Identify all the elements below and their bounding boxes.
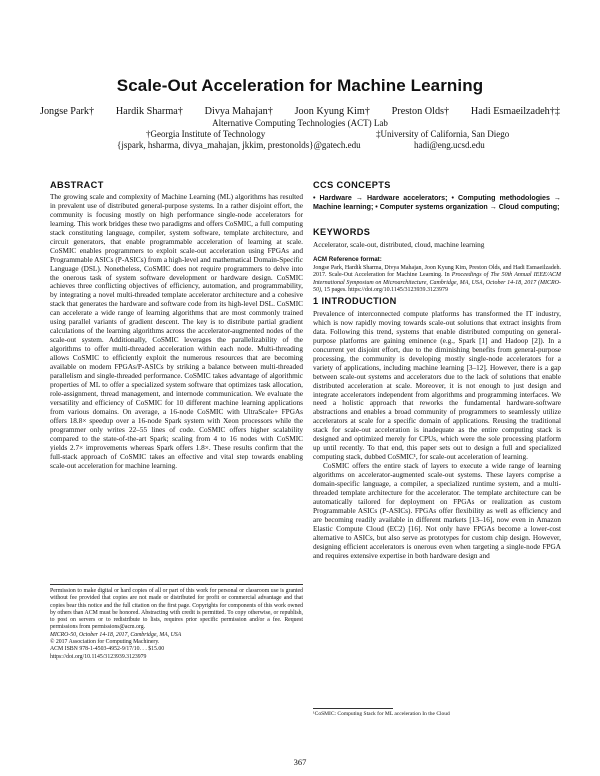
acm-reference-section (313, 256, 561, 295)
affiliation-ucsd: ‡University of California, San Diego (376, 129, 510, 139)
abstract-heading: ABSTRACT (50, 180, 104, 190)
page-number: 367 (293, 757, 307, 767)
introduction-heading: 1 INTRODUCTION (313, 296, 397, 306)
acm-reference-proceedings: Proceedings of The 50th Annual IEEE/ACM International Symposium on Microarchitecture, Cambridge, MA, USA, October 14-18, 2017 (MICRO-50), (313, 272, 562, 294)
email-ucsd: hadi@eng.ucsd.edu (414, 140, 485, 150)
keywords-section (313, 228, 561, 250)
acm-reference-doi-link[interactable]: https://doi.org/10.1145/3123939.3123979 (348, 287, 449, 294)
copyright-line: © 2017 Association for Computing Machinery. (50, 639, 160, 646)
footnote-divider (313, 708, 393, 709)
lab-name: Alternative Computing Technologies (ACT) Lab (212, 118, 388, 128)
abstract-text: The growing scale and complexity of Machine Learning (ML) algorithms has resulted in prevalent use of distributed general-purpose systems. In a rather disjoint effort, the community is focusing mostly on high performance single-node accelerators for learning. This work bridges these two paradigms and offers CoSMIC, a full computing stack constituting language, compiler, system software, template architecture, and circuit generators, that enable programmable acceleration of learning at scale. CoSMIC enables programmers to exploit scale-out acceleration using FPGAs and Programmable ASICs (P-ASICs) from a high-level and mathematical Domain-Specific Language (DSL). Nonetheless, CoSMIC does not require programmers to delve into the onerous task of system software development or hardware design. CoSMIC achieves three conflicting objectives of efficiency, automation, and programmability, by integrating a novel multi-threaded template accelerator architecture and a cohesive stack that generates the hardware and software code from its high-level DSL. CoSMIC can accelerate a wide range of learning algorithms that are most commonly trained using parallel variants of gradient descent. The key is to distribute partial gradient calculations of the learning algorithms across the accelerator-augmented nodes of the scale-out system. Additionally, CoSMIC leverages the parallelizability of the algorithms to offer multi-threaded acceleration within each node. Multi-threading allows CoSMIC to efficiently exploit the numerous resources that are becoming available on modern FPGAs/P-ASICs by striking a balance between multi-threaded parallelism and single-threaded performance. CoSMIC takes advantage of algorithmic properties of ML to offer a specialized system software that optimizes task allocation, role-assignment, thread management, and internode communication. We evaluate the versatility and efficiency of CoSMIC for 10 different machine learning applications from various domains. On average, a 16-node CoSMIC with UltraScale+ FPGAs offers 18.8× speedup over a 16-node Spark system with Xeon processors while the programmer only writes 22–55 lines of code. CoSMIC offers higher scalability compared to the state-of-the-art Spark; scaling from 4 to 16 nodes with CoSMIC yields 2.7× improvements whereas Spark offers 1.8×. These results confirm that the full-stack approach of CoSMIC takes an effective and vital step towards enabling scale-out acceleration for machine learning. (50, 192, 303, 470)
author-5: Preston Olds† (391, 106, 450, 117)
doi-line: https://doi.org/10.1145/3123939.3123979 (50, 653, 147, 660)
author-1: Jongse Park† (40, 106, 95, 117)
paper-title: Scale-Out Acceleration for Machine Learning (116, 76, 484, 95)
introduction-section (313, 297, 561, 561)
abstract-section (50, 181, 303, 471)
author-3: Divya Mahajan† (204, 106, 273, 117)
affiliation-georgia-tech: †Georgia Institute of Technology (146, 129, 266, 139)
author-4: Joon Kyung Kim† (294, 106, 370, 117)
footnote: ¹CoSMIC: Computing Stack for ML acceleration In the Cloud (313, 711, 450, 717)
venue-line: MICRO-50, October 14-18, 2017, Cambridge, MA, USA (50, 631, 182, 638)
author-6: Hadi Esmaeilzadeh†‡ (470, 106, 560, 117)
permission-divider (50, 584, 303, 585)
author-list (40, 106, 560, 117)
isbn-line: ACM ISBN 978-1-4503-4952-9/17/10. . . $15.00 (50, 646, 165, 653)
ccs-section (313, 181, 561, 212)
keywords-text: Accelerator, scale-out, distributed, cloud, machine learning (313, 240, 485, 249)
keywords-heading: KEYWORDS (313, 227, 371, 237)
email-gatech: {jspark, hsharma, divya_mahajan, jkkim, prestonolds}@gatech.edu (117, 140, 361, 150)
author-2: Hardik Sharma† (115, 106, 183, 117)
acm-reference-pages: 15 pages. (324, 287, 347, 294)
ccs-text: • Hardware → Hardware accelerators; • Computing methodologies → Machine learning; • Computer systems organization → Cloud computing; (313, 193, 561, 211)
permission-block (50, 588, 303, 661)
permission-text: Permission to make digital or hard copies of all or part of this work for personal or classroom use is granted without fee provided that copies are not made or distributed for profit or commercial advantage and that copies bear this notice and the full citation on the first page. Copyrights for components of this work owned by others than ACM must be honored. Abstracting with credit is permitted. To copy otherwise, or republish, to post on servers or to redistribute to lists, requires prior specific permission and/or a fee. Request permissions from permissions@acm.org. (50, 588, 303, 631)
introduction-paragraph-1: Prevalence of interconnected compute platforms has transformed the IT industry, which is now rapidly moving towards scale-out solutions that extract insights from data. Following this trend, systems that enable distributed computing on general-purpose platforms are gaining eminence (e.g., Spark [1] and Hadoop [2]). In a concurrent yet disjoint effort, due to the diminishing benefits from general-purpose processing, the community is developing mostly single-node accelerators for a variety of applications, including machine learning [3–12]. However, there is a gap between scale-out systems and accelerators due to the lack of solutions that enable distributed acceleration at scale. Moreover, it is not enough to just design and integrate accelerators independent from algorithms and programming interfaces. We need a holistic approach that reworks the fundamental hardware-software abstractions and enables a broad community of programmers to seamlessly utilize accelerators at scale for a specific domain of applications. Reusing the traditional stack for scale-out acceleration is inadequate as the entire computing stack is designed and optimized merely for CPUs, which were the sole processing platform up until recently. To that end, this paper sets out to design a full and specialized computing stack, dubbed CoSMIC¹, for scale-out acceleration of learning. (313, 309, 561, 462)
introduction-paragraph-2: CoSMIC offers the entire stack of layers to execute a wide range of learning algorithms on accelerator-augmented scale-out systems. These layers comprise a domain-specific language, a compiler, a specialized runtime system, and a multi-threaded template architecture for the accelerator. The template architecture can be automatically tailored for deployment on FPGAs or realization as custom Programmable ASICs (P-ASICs). FPGAs offer flexibility as well as efficiency and are becoming readily available in different markets [13–16], now even in Amazon Elastic Compute Cloud (EC2) [16]. Not only have FPGAs become a lower-cost alternative to ASICs, but also serve as prototypes for custom chip design. However, designing efficient accelerators is onerous even when targeting a single-node FPGA and requires extensive expertise in both hardware design and (313, 462, 561, 560)
acm-reference-heading: ACM Reference format: (313, 256, 382, 263)
ccs-heading: CCS CONCEPTS (313, 180, 391, 190)
acm-reference-text: Jongse Park, Hardik Sharma, Divya Mahajan, Joon Kyung Kim, Preston Olds, and Hadi Esmaeilzadeh. 2017. Scale-Out Acceleration for Machine Learning. In (313, 264, 561, 279)
